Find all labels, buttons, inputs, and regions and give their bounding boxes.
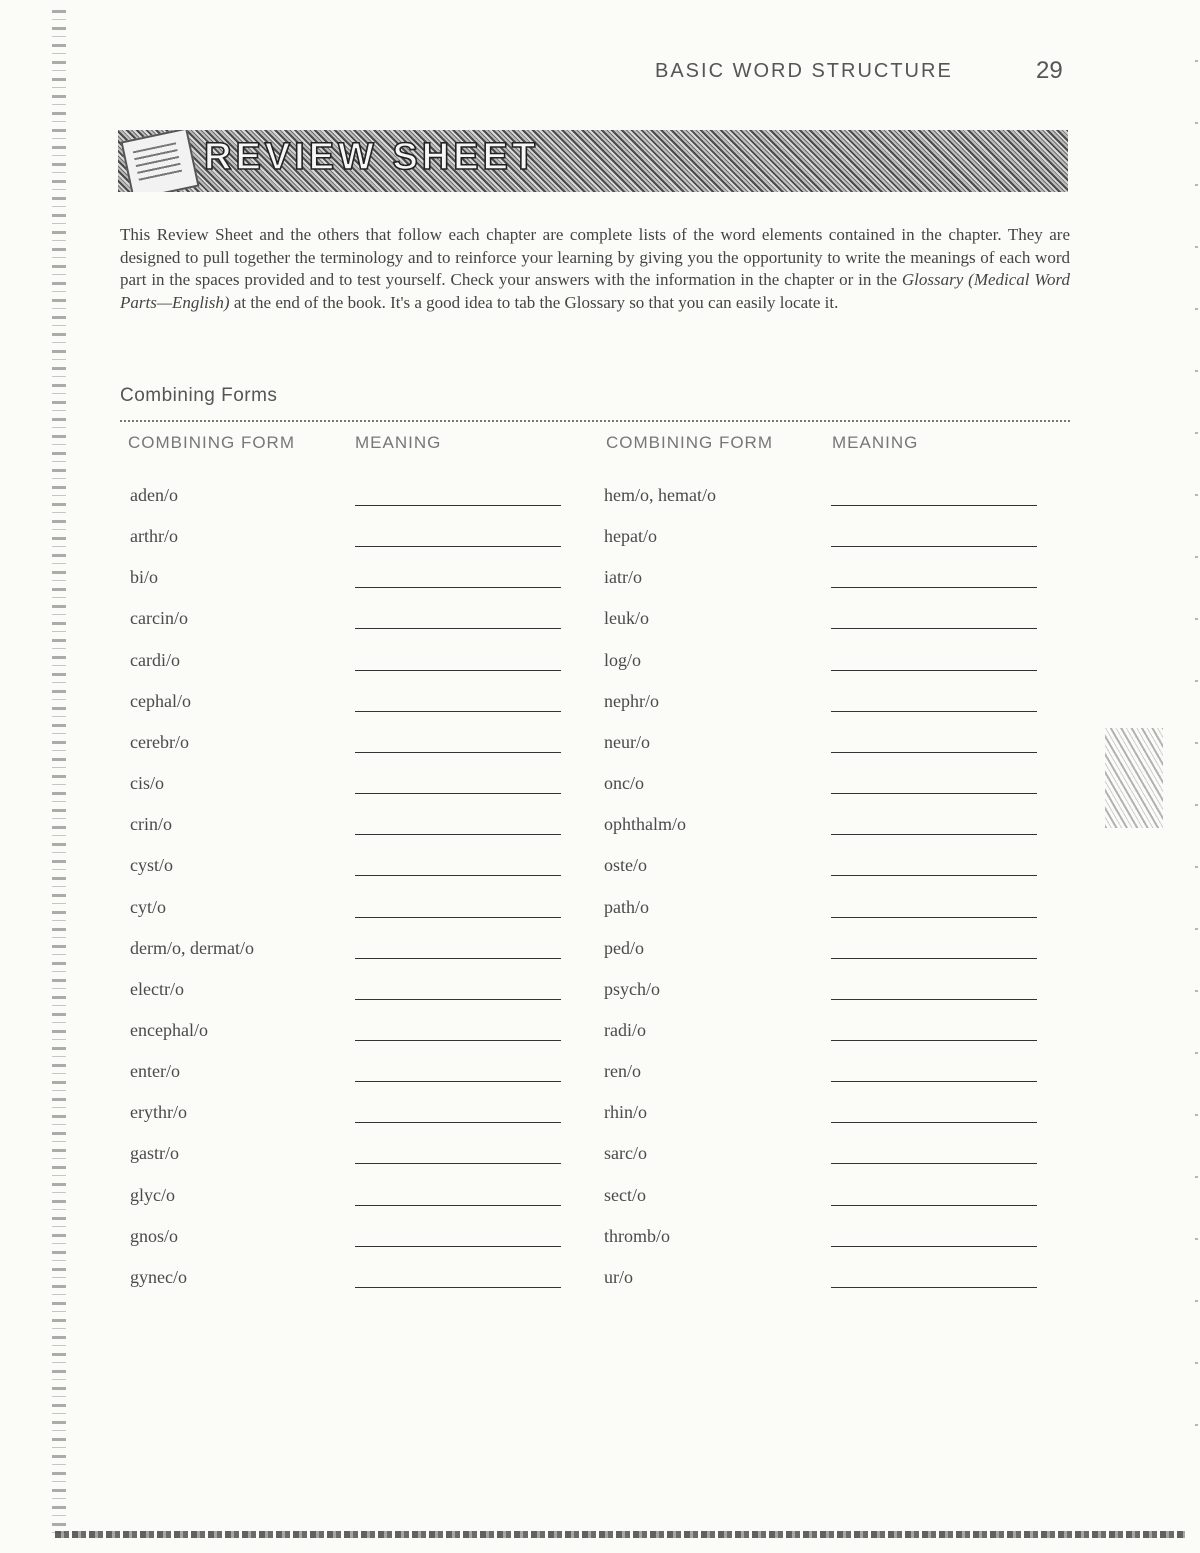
- combining-form-term: arthr/o: [130, 526, 178, 546]
- meaning-blank-line[interactable]: [355, 505, 561, 506]
- combining-form-term: oste/o: [604, 855, 647, 875]
- combining-form-term: log/o: [604, 650, 642, 670]
- combining-form-term: ophthalm/o: [604, 814, 686, 834]
- page-number: 29: [1036, 57, 1063, 84]
- meaning-blank-line[interactable]: [831, 628, 1037, 629]
- combining-form-term: cerebr/o: [130, 732, 189, 752]
- col-header-meaning-right: MEANING: [832, 433, 919, 452]
- meaning-blank-line[interactable]: [831, 711, 1037, 712]
- review-sheet-banner: [118, 130, 1068, 192]
- meaning-blank-line[interactable]: [831, 834, 1037, 835]
- meaning-blank-line[interactable]: [355, 1205, 561, 1206]
- meaning-blank-line[interactable]: [831, 546, 1037, 547]
- combining-form-term: cyst/o: [130, 855, 173, 875]
- combining-form-term: electr/o: [130, 979, 184, 999]
- meaning-blank-line[interactable]: [831, 1205, 1037, 1206]
- combining-form-term: cis/o: [130, 773, 164, 793]
- combining-form-term: ur/o: [604, 1267, 633, 1287]
- combining-form-term: aden/o: [130, 485, 178, 505]
- meaning-blank-line[interactable]: [831, 1163, 1037, 1164]
- meaning-blank-line[interactable]: [831, 670, 1037, 671]
- meaning-blank-line[interactable]: [831, 1040, 1037, 1041]
- combining-form-term: leuk/o: [604, 608, 649, 628]
- meaning-blank-line[interactable]: [355, 587, 561, 588]
- meaning-blank-line[interactable]: [831, 875, 1037, 876]
- combining-form-term: neur/o: [604, 732, 650, 752]
- meaning-blank-line[interactable]: [831, 999, 1037, 1000]
- combining-form-term: enter/o: [130, 1061, 180, 1081]
- combining-form-term: radi/o: [604, 1020, 646, 1040]
- meaning-blank-line[interactable]: [831, 1287, 1037, 1288]
- intro-text-2: at the end of the book. It's a good idea to tab the Glossary so that you can easily locate it.: [229, 292, 839, 312]
- bottom-page-edge: [55, 1531, 1185, 1538]
- meaning-blank-line[interactable]: [355, 1163, 561, 1164]
- intro-paragraph: [120, 224, 1070, 314]
- meaning-blank-line[interactable]: [355, 958, 561, 959]
- intro-text-1: This Review Sheet and the others that follow each chapter are complete lists of the word elements contained in the chapter. They are designed to pull together the terminology and to reinforce your learning by giving you the opportunity to write the meanings of each word part in the spaces provided and to test yourself. Check your answers with the information in the chapter or in the: [120, 225, 1070, 289]
- meaning-blank-line[interactable]: [831, 1246, 1037, 1247]
- meaning-blank-line[interactable]: [831, 793, 1037, 794]
- combining-form-term: gastr/o: [130, 1143, 179, 1163]
- combining-form-term: gynec/o: [130, 1267, 187, 1287]
- combining-form-term: hem/o, hemat/o: [604, 485, 716, 505]
- meaning-blank-line[interactable]: [355, 875, 561, 876]
- combining-form-term: rhin/o: [604, 1102, 647, 1122]
- combining-form-term: gnos/o: [130, 1226, 179, 1246]
- meaning-blank-line[interactable]: [831, 505, 1037, 506]
- combining-form-term: iatr/o: [604, 567, 642, 587]
- combining-form-term: hepat/o: [604, 526, 657, 546]
- col-header-combining-form-left: COMBINING FORM: [128, 433, 295, 452]
- meaning-blank-line[interactable]: [355, 917, 561, 918]
- combining-form-term: onc/o: [604, 773, 644, 793]
- page-edge-specks: [1195, 60, 1198, 1460]
- meaning-blank-line[interactable]: [355, 999, 561, 1000]
- combining-form-term: cephal/o: [130, 691, 191, 711]
- meaning-blank-line[interactable]: [355, 1287, 561, 1288]
- section-title: Combining Forms: [120, 385, 278, 406]
- meaning-blank-line[interactable]: [355, 670, 561, 671]
- combining-form-term: sect/o: [604, 1185, 646, 1205]
- meaning-blank-line[interactable]: [355, 628, 561, 629]
- meaning-blank-line[interactable]: [831, 752, 1037, 753]
- combining-form-term: cyt/o: [130, 897, 166, 917]
- meaning-blank-line[interactable]: [355, 711, 561, 712]
- binding-edge: [52, 10, 66, 1540]
- margin-stain: [1105, 728, 1163, 828]
- col-header-meaning-left: MEANING: [355, 433, 442, 452]
- combining-form-term: glyc/o: [130, 1185, 175, 1205]
- banner-title: REVIEW SHEET: [204, 136, 540, 178]
- running-head: BASIC WORD STRUCTURE: [655, 60, 953, 82]
- combining-form-term: thromb/o: [604, 1226, 670, 1246]
- combining-form-term: path/o: [604, 897, 649, 917]
- glossary-reference: Glossary (Medical Word Parts—English): [120, 270, 1070, 312]
- meaning-blank-line[interactable]: [355, 1122, 561, 1123]
- notepad-icon: [121, 130, 200, 192]
- combining-form-term: erythr/o: [130, 1102, 187, 1122]
- section-divider: [120, 420, 1070, 422]
- combining-form-term: carcin/o: [130, 608, 188, 628]
- meaning-blank-line[interactable]: [831, 958, 1037, 959]
- meaning-blank-line[interactable]: [831, 587, 1037, 588]
- combining-form-term: psych/o: [604, 979, 660, 999]
- combining-form-term: crin/o: [130, 814, 172, 834]
- meaning-blank-line[interactable]: [355, 1040, 561, 1041]
- combining-form-term: ren/o: [604, 1061, 641, 1081]
- meaning-blank-line[interactable]: [355, 834, 561, 835]
- combining-form-term: bi/o: [130, 567, 159, 587]
- col-header-combining-form-right: COMBINING FORM: [606, 433, 773, 452]
- meaning-blank-line[interactable]: [831, 1122, 1037, 1123]
- combining-form-term: encephal/o: [130, 1020, 208, 1040]
- meaning-blank-line[interactable]: [355, 1081, 561, 1082]
- meaning-blank-line[interactable]: [831, 917, 1037, 918]
- combining-form-term: cardi/o: [130, 650, 180, 670]
- meaning-blank-line[interactable]: [355, 1246, 561, 1247]
- combining-form-term: ped/o: [604, 938, 644, 958]
- meaning-blank-line[interactable]: [355, 752, 561, 753]
- combining-form-term: derm/o, dermat/o: [130, 938, 254, 958]
- meaning-blank-line[interactable]: [355, 546, 561, 547]
- combining-form-term: sarc/o: [604, 1143, 647, 1163]
- meaning-blank-line[interactable]: [355, 793, 561, 794]
- combining-form-term: nephr/o: [604, 691, 659, 711]
- meaning-blank-line[interactable]: [831, 1081, 1037, 1082]
